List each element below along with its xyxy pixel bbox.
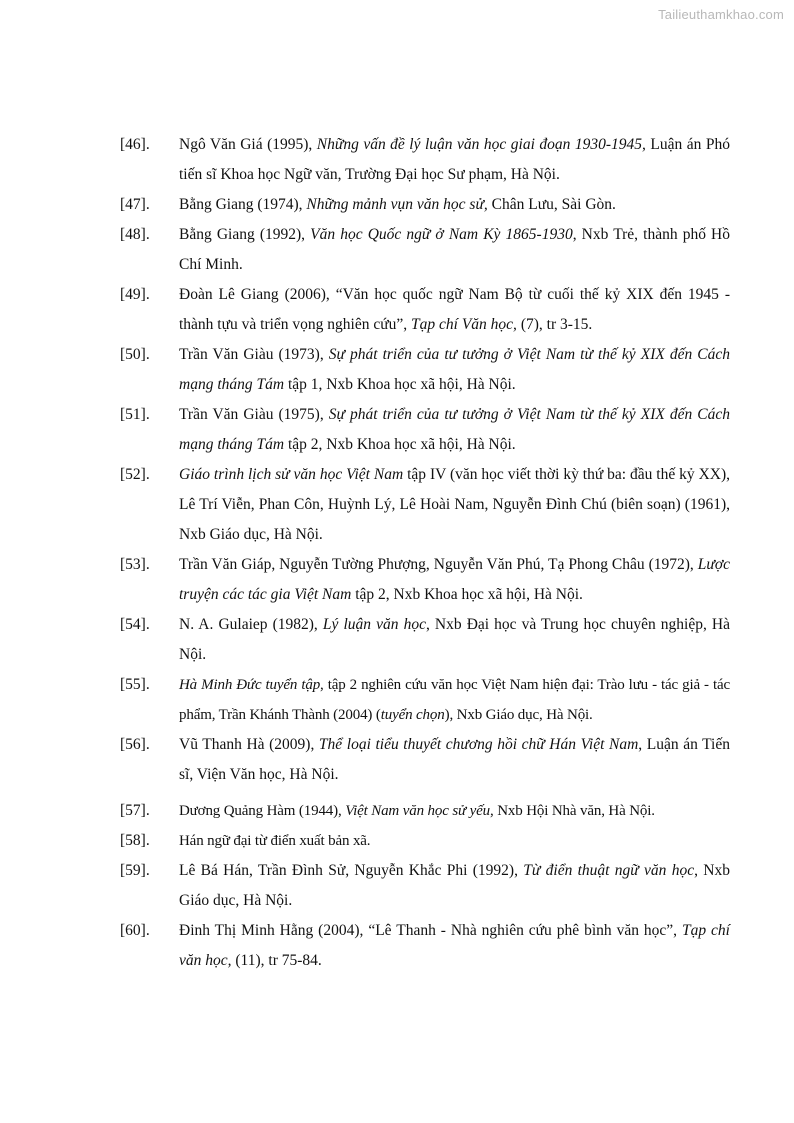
reference-number: [46]. — [120, 136, 150, 153]
reference-entry — [120, 460, 730, 550]
reference-entry — [120, 280, 730, 340]
reference-segment: , Nxb Hội Nhà văn, Hà Nội. — [490, 803, 655, 819]
reference-segment: tập 1, Nxb Khoa học xã hội, Hà Nội. — [284, 376, 516, 393]
reference-number: [52]. — [120, 466, 150, 483]
reference-list — [120, 130, 730, 976]
watermark-text: Tailieuthamkhao.com — [658, 7, 784, 22]
reference-segment: (7), tr 3-15. — [516, 316, 593, 333]
reference-number: [56]. — [120, 736, 150, 753]
reference-text — [179, 856, 730, 916]
reference-text — [179, 610, 730, 670]
reference-segment: Dương Quảng Hàm (1944), — [179, 803, 346, 819]
reference-title: Thể loại tiểu thuyết chương hồi chữ Hán Việt Nam — [318, 736, 639, 753]
reference-segment: , Luận án Tiến sĩ, Viện Văn học, Hà Nội. — [179, 736, 730, 783]
reference-segment: , Nxb Giáo dục, Hà Nội. — [179, 862, 730, 909]
reference-text — [179, 400, 730, 460]
reference-text — [179, 826, 730, 856]
reference-title: tuyển chọn — [380, 707, 445, 723]
reference-title: Lược truyện các tác gia Việt Nam — [179, 556, 730, 603]
reference-title: Văn học Quốc ngữ ở Nam Kỳ 1865-1930 — [310, 226, 573, 243]
reference-segment: (11), tr 75-84. — [231, 952, 322, 969]
reference-number: [48]. — [120, 226, 150, 243]
reference-entry — [120, 730, 730, 790]
reference-text — [179, 460, 730, 550]
reference-text — [179, 730, 730, 790]
reference-segment: Đinh Thị Minh Hằng (2004), “Lê Thanh - Nhà nghiên cứu phê bình văn học”, — [179, 922, 682, 939]
reference-segment: Hán ngữ đại từ điển xuất bản xã. — [179, 833, 371, 849]
reference-segment: Trần Văn Giàu (1975), — [179, 406, 329, 423]
reference-segment: ), Nxb Giáo dục, Hà Nội. — [444, 707, 593, 723]
reference-entry — [120, 796, 730, 826]
reference-title: Sự phát triển của tư tưởng ở Việt Nam từ thế kỷ XIX đến Cách mạng tháng Tám — [179, 406, 730, 453]
reference-segment: tập 2, Nxb Khoa học xã hội, Hà Nội. — [284, 436, 516, 453]
reference-title: Những vấn đề lý luận văn học giai đoạn 1930-1945, — [316, 136, 646, 153]
reference-text — [179, 340, 730, 400]
reference-number: [47]. — [120, 196, 150, 213]
reference-title: Sự phát triển của tư tưởng ở Việt Nam từ thế kỷ XIX đến Cách mạng tháng Tám — [179, 346, 730, 393]
reference-segment: N. A. Gulaiep (1982), — [179, 616, 323, 633]
reference-segment: , Nxb Trẻ, thành phố Hồ Chí Minh. — [179, 226, 731, 273]
reference-entry — [120, 826, 730, 856]
reference-number: [58]. — [120, 832, 150, 849]
reference-number: [54]. — [120, 616, 150, 633]
reference-title: Những mảnh vụn văn học sử, — [306, 196, 488, 213]
reference-entry — [120, 190, 730, 220]
reference-number: [60]. — [120, 922, 150, 939]
reference-entry — [120, 550, 730, 610]
reference-segment: Bằng Giang (1992), — [179, 226, 311, 243]
reference-number: [55]. — [120, 676, 150, 693]
reference-segment: Ngô Văn Giá (1995), — [179, 136, 317, 153]
reference-segment: Luận án Phó tiến sĩ Khoa học Ngữ văn, Trường Đại học Sư phạm, Hà Nội. — [179, 136, 730, 183]
reference-title: Giáo trình lịch sử văn học Việt Nam — [179, 466, 404, 483]
reference-entry — [120, 856, 730, 916]
reference-segment: tập 2, Nxb Khoa học xã hội, Hà Nội. — [351, 586, 583, 603]
reference-number: [50]. — [120, 346, 150, 363]
reference-segment: Trần Văn Giàu (1973), — [179, 346, 329, 363]
reference-number: [51]. — [120, 406, 150, 423]
reference-title: Lý luận văn học — [322, 616, 426, 633]
reference-text — [179, 130, 730, 190]
reference-entry — [120, 130, 730, 190]
reference-number: [59]. — [120, 862, 150, 879]
reference-title: Từ điển thuật ngữ văn học — [523, 862, 695, 879]
reference-number: [57]. — [120, 802, 150, 819]
reference-segment: tập IV (văn học viết thời kỳ thứ ba: đầu thế kỷ XX), Lê Trí Viễn, Phan Côn, Huỳnh Lý, Lê Hoài Nam, Nguyễn Đình Chú (biên soạn) (1961), Nxb Giáo dục, Hà Nội. — [179, 466, 730, 543]
reference-text — [179, 670, 730, 730]
reference-text — [179, 550, 730, 610]
reference-entry — [120, 400, 730, 460]
reference-entry — [120, 916, 730, 976]
reference-segment: Đoàn Lê Giang (2006), “Văn học quốc ngữ Nam Bộ từ cuối thế kỷ XIX đến 1945 - thành tựu và triển vọng nghiên cứu”, — [179, 286, 730, 333]
reference-text — [179, 190, 730, 220]
reference-number: [49]. — [120, 286, 150, 303]
reference-title: Hà Minh Đức tuyển tập — [179, 677, 321, 693]
reference-segment: , Nxb Đại học và Trung học chuyên nghiệp, Hà Nội. — [179, 616, 731, 663]
reference-entry — [120, 670, 730, 730]
reference-entry — [120, 340, 730, 400]
reference-segment: Chân Lưu, Sài Gòn. — [487, 196, 616, 213]
reference-text — [179, 280, 730, 340]
reference-text — [179, 220, 730, 280]
reference-segment: Bằng Giang (1974), — [179, 196, 307, 213]
reference-segment: Trần Văn Giáp, Nguyễn Tường Phượng, Nguyễn Văn Phú, Tạ Phong Châu (1972), — [179, 556, 698, 573]
reference-title: Tạp chí văn học, — [179, 922, 730, 969]
reference-title: Tạp chí Văn học, — [411, 316, 517, 333]
reference-text — [179, 796, 730, 826]
reference-segment: Vũ Thanh Hà (2009), — [179, 736, 319, 753]
reference-number: [53]. — [120, 556, 150, 573]
reference-title: Việt Nam văn học sử yếu — [345, 803, 491, 819]
reference-entry — [120, 220, 730, 280]
reference-segment: , tập 2 nghiên cứu văn học Việt Nam hiện đại: Trào lưu - tác giả - tác phẩm, Trần Khánh Thành (2004) ( — [179, 677, 730, 723]
reference-segment: Lê Bá Hán, Trần Đình Sử, Nguyễn Khắc Phi (1992), — [179, 862, 524, 879]
reference-entry — [120, 610, 730, 670]
reference-text — [179, 916, 730, 976]
